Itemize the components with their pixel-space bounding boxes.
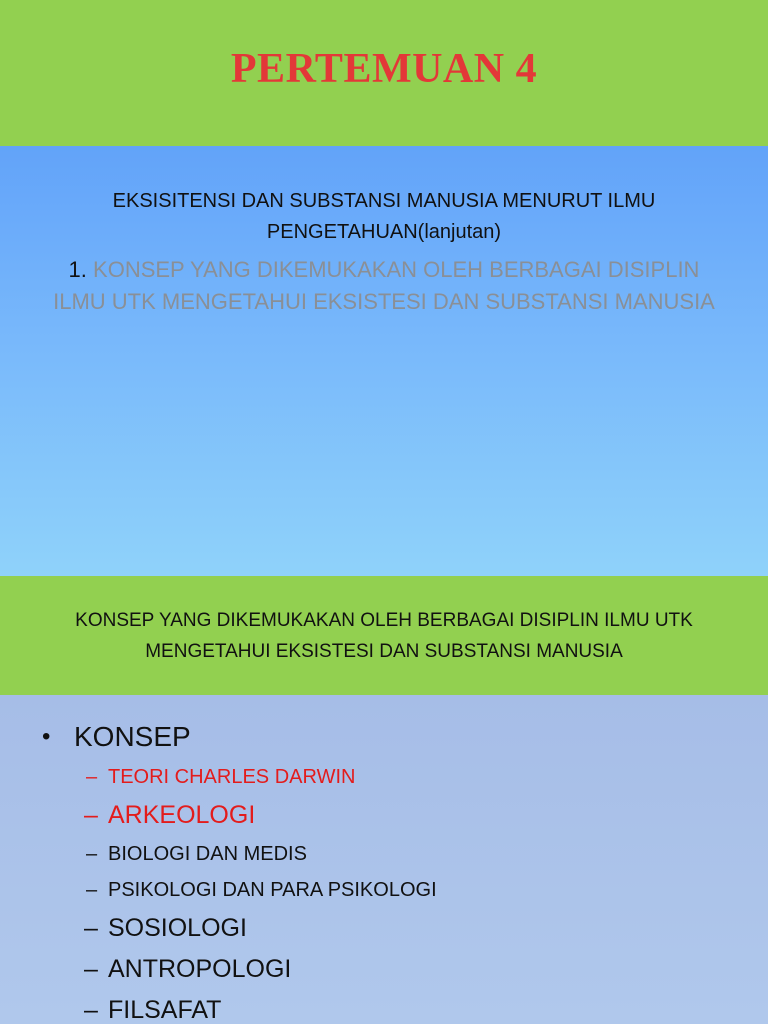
slide1-subtitle-line1: EKSISITENSI DAN SUBSTANSI MANUSIA MENURUT ILMU <box>112 190 656 212</box>
list-item-label: TEORI CHARLES DARWIN <box>108 766 356 788</box>
list-item <box>0 872 768 908</box>
slide1-point-line2: ILMU UTK MENGETAHUI EKSISTESI DAN SUBSTANSI MANUSIA <box>53 289 715 314</box>
list-item-label: SOSIOLOGI <box>108 914 247 942</box>
slide1-point-number: 1. <box>68 257 87 282</box>
slide1-subtitle <box>40 186 728 248</box>
bullet-label: KONSEP <box>74 721 191 752</box>
slide1-point-line1: KONSEP YANG DIKEMUKAKAN OLEH BERBAGAI DISIPLIN <box>93 257 700 282</box>
list-item <box>0 836 768 872</box>
slide2-title <box>75 605 693 667</box>
slide1-subtitle-line2: PENGETAHUAN(lanjutan) <box>266 221 502 243</box>
slide2-header <box>0 576 768 695</box>
dash-icon: – <box>86 879 98 901</box>
dash-icon: – <box>84 801 98 829</box>
slide1-header <box>0 0 768 146</box>
list-item-label: BIOLOGI DAN MEDIS <box>108 843 307 865</box>
list-item-label: PSIKOLOGI DAN PARA PSIKOLOGI <box>108 879 437 901</box>
slide1-point <box>40 254 728 318</box>
slide2-title-line2: MENGETAHUI EKSISTESI DAN SUBSTANSI MANUSIA <box>145 640 623 662</box>
slide1-text-block <box>40 186 728 318</box>
concept-list <box>0 715 768 1024</box>
dash-icon: – <box>84 955 98 983</box>
list-item <box>0 949 768 990</box>
list-item-label: FILSAFAT <box>108 996 222 1024</box>
list-item <box>0 990 768 1024</box>
dash-icon: – <box>86 843 98 865</box>
bullet-konsep <box>0 715 768 759</box>
dash-icon: – <box>86 766 98 788</box>
list-item-label: ARKEOLOGI <box>108 801 256 829</box>
bullet-dot-icon: • <box>42 723 51 750</box>
list-item <box>0 908 768 949</box>
list-item <box>0 759 768 795</box>
list-item <box>0 795 768 836</box>
slide2-title-line1: KONSEP YANG DIKEMUKAKAN OLEH BERBAGAI DISIPLIN ILMU UTK <box>75 609 693 631</box>
dash-icon: – <box>84 914 98 942</box>
slide1-title: PERTEMUAN 4 <box>230 46 538 92</box>
slide2-body <box>0 695 768 1024</box>
dash-icon: – <box>84 996 98 1024</box>
list-item-label: ANTROPOLOGI <box>108 955 292 983</box>
